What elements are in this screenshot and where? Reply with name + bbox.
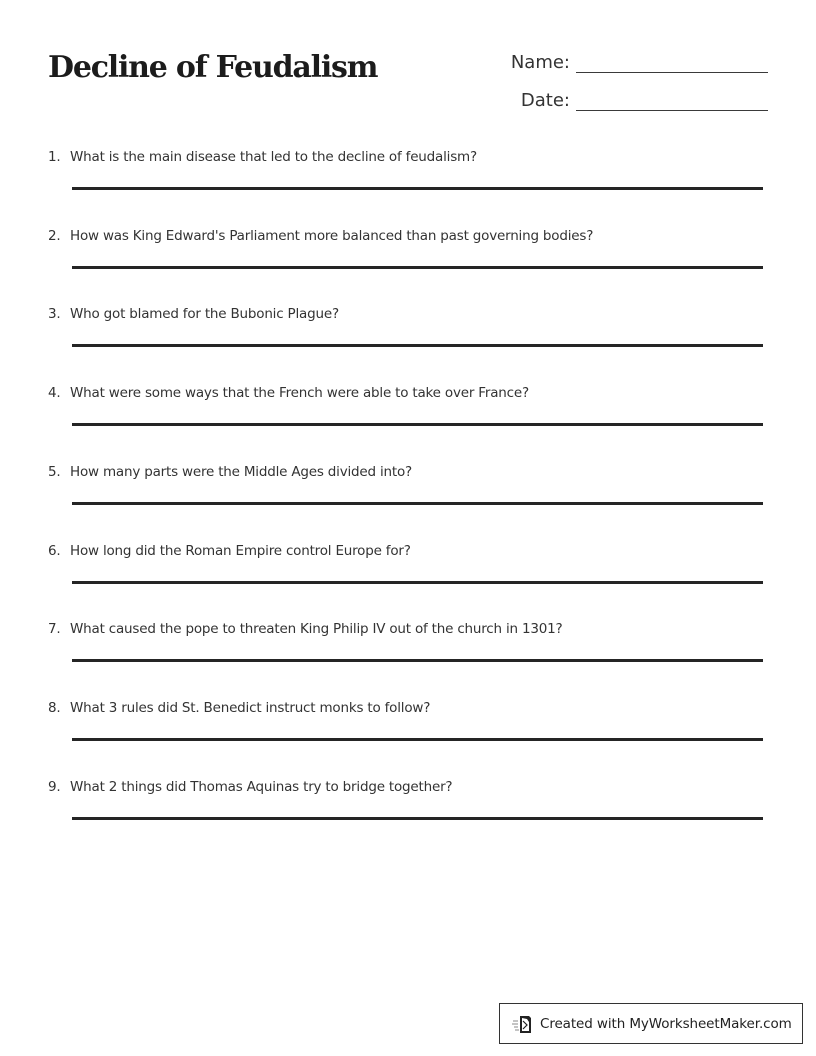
date-field [500, 90, 768, 112]
worksheet-logo-icon [512, 1013, 534, 1035]
date-input-line[interactable] [576, 109, 768, 111]
name-input-line[interactable] [576, 71, 768, 73]
question-number: 9. [48, 779, 61, 795]
question-number: 8. [48, 700, 61, 716]
date-label: Date: [520, 90, 570, 111]
question-text: How long did the Roman Empire control Europe for? [70, 543, 411, 559]
footer-text: Created with MyWorksheetMaker.com [540, 1015, 792, 1032]
question-text: What is the main disease that led to the decline of feudalism? [70, 149, 477, 165]
question-number: 5. [48, 464, 61, 480]
answer-line[interactable] [72, 738, 763, 741]
question-item [48, 778, 764, 796]
question-text: Who got blamed for the Bubonic Plague? [70, 306, 339, 322]
question-number: 2. [48, 228, 61, 244]
question-item [48, 620, 764, 638]
answer-line[interactable] [72, 581, 763, 584]
question-item [48, 227, 764, 245]
answer-line[interactable] [72, 659, 763, 662]
answer-line[interactable] [72, 817, 763, 820]
question-number: 3. [48, 306, 61, 322]
question-text: What were some ways that the French were able to take over France? [70, 385, 529, 401]
question-item [48, 542, 764, 560]
question-item [48, 305, 764, 323]
worksheet-title: Decline of Feudalism [48, 50, 378, 85]
question-item [48, 463, 764, 481]
answer-line[interactable] [72, 502, 763, 505]
question-item [48, 384, 764, 402]
question-number: 4. [48, 385, 61, 401]
question-text: How many parts were the Middle Ages divided into? [70, 464, 412, 480]
answer-line[interactable] [72, 266, 763, 269]
name-field [500, 52, 768, 74]
question-text: How was King Edward's Parliament more balanced than past governing bodies? [70, 228, 594, 244]
answer-line[interactable] [72, 187, 763, 190]
question-number: 7. [48, 621, 61, 637]
footer-credit-link[interactable] [499, 1003, 803, 1044]
question-item [48, 699, 764, 717]
question-item [48, 148, 764, 166]
question-number: 1. [48, 149, 61, 165]
answer-line[interactable] [72, 344, 763, 347]
question-text: What caused the pope to threaten King Philip IV out of the church in 1301? [70, 621, 563, 637]
question-text: What 3 rules did St. Benedict instruct monks to follow? [70, 700, 431, 716]
answer-line[interactable] [72, 423, 763, 426]
question-number: 6. [48, 543, 61, 559]
name-label: Name: [510, 52, 570, 73]
question-text: What 2 things did Thomas Aquinas try to bridge together? [70, 779, 453, 795]
